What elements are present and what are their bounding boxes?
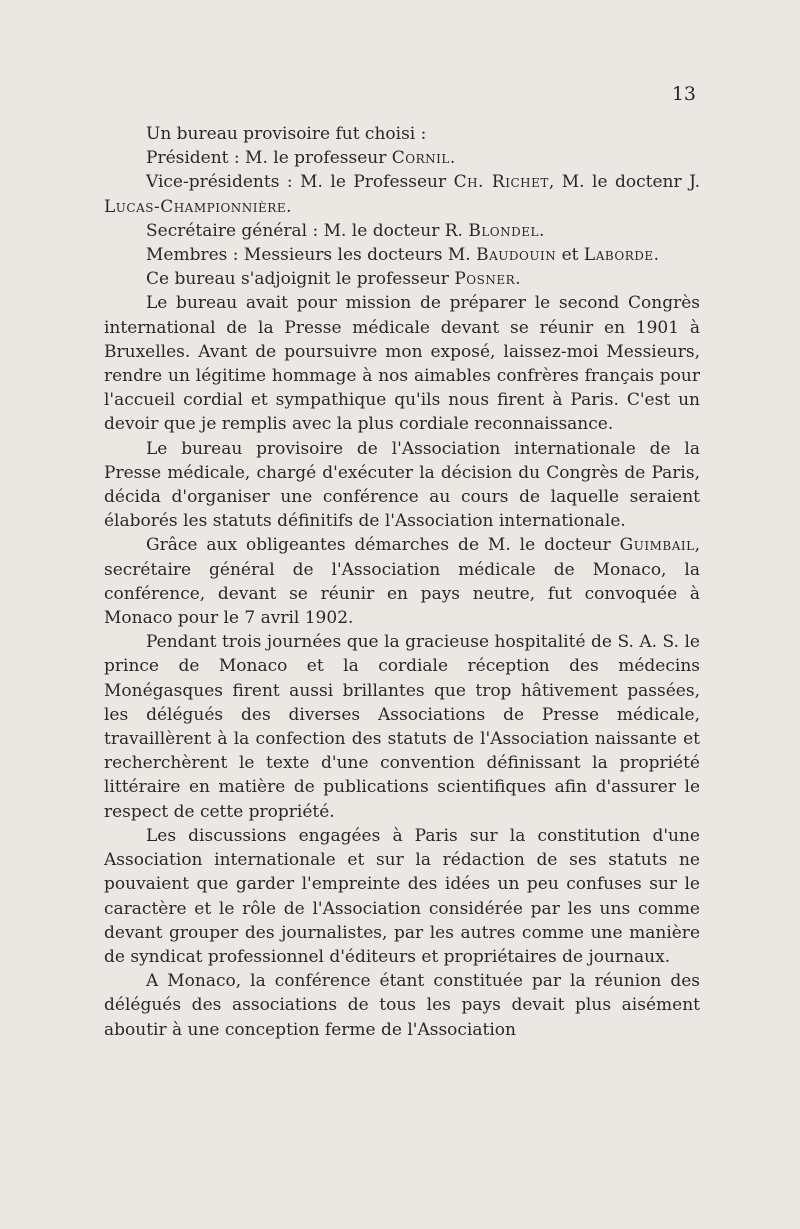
members-line: Membres : Messieurs les docteurs M. Baudouin et Laborde. [146,245,660,266]
paragraph-provisional-bureau: Le bureau provisoire de l'Association internationale de la Presse médicale, chargé d'exécuter la décision du Congrès de Paris, décida d'organiser une conférence au cours de laquelle seraient élaborés les statuts définitifs de l'Association internationale. [104,438,700,532]
vice-presidents-line: Vice-présidents : M. le Professeur Ch. Richet, M. le doctenr J. Lucas-Championnière. [104,172,700,217]
page-body [104,122,700,1042]
president-line: Président : M. le professeur Cornil. [146,148,456,169]
paragraph-mission: Le bureau avait pour mission de préparer le second Congrès international de la Presse médicale devant se réunir en 1901 à Bruxelles. Avant de poursuivre mon exposé, laissez-moi Messieurs, rendre un légitime hommage à nos aimables confrères français pour l'accueil cordial et sympathique qu'ils nous firent à Paris. C'est un devoir que je remplis avec la plus cordiale reconnaissance. [104,293,700,435]
paragraph-discussions: Les discussions engagées à Paris sur la constitution d'une Association internationale et sur la rédaction de ses statuts ne pouvaient que garder l'empreinte des idées un peu confuses sur le caractère et le rôle de l'Association considérée par les uns comme devant grouper des journalistes, par les autres comme une manière de syndicat professionnel d'éditeurs et propriétaires de journaux. [104,825,700,967]
page-number: 13 [671,83,696,105]
posner-line: Ce bureau s'adjoignit le professeur Posner. [146,269,521,290]
paragraph-three-days: Pendant trois journées que la gracieuse hospitalité de S. A. S. le prince de Monaco et la cordiale réception des médecins Monégasques firent aussi brillantes que trop hâtivement passées, les délégués des diverses Associations de Presse médicale, travaillèrent à la confection des statuts de l'Association naissante et recherchèrent le texte d'une convention définissant la propriété littéraire en matière de publications scientifiques afin d'assurer le respect de cette propriété. [104,632,700,822]
secretary-line: Secrétaire général : M. le docteur R. Blondel. [146,220,545,241]
paragraph-monaco-delegates: A Monaco, la conférence étant constituée par la réunion des délégués des associations de tous les pays devait plus aisément aboutir à une conception ferme de l'Association [104,971,700,1040]
intro-line: Un bureau provisoire fut choisi : [146,124,427,144]
paragraph-monaco-conference: Grâce aux obligeantes démarches de M. le docteur Guimbail, secrétaire général de l'Association médicale de Monaco, la conférence, devant se réunir en pays neutre, fut convoquée à Monaco pour le 7 avril 1902. [104,535,700,629]
